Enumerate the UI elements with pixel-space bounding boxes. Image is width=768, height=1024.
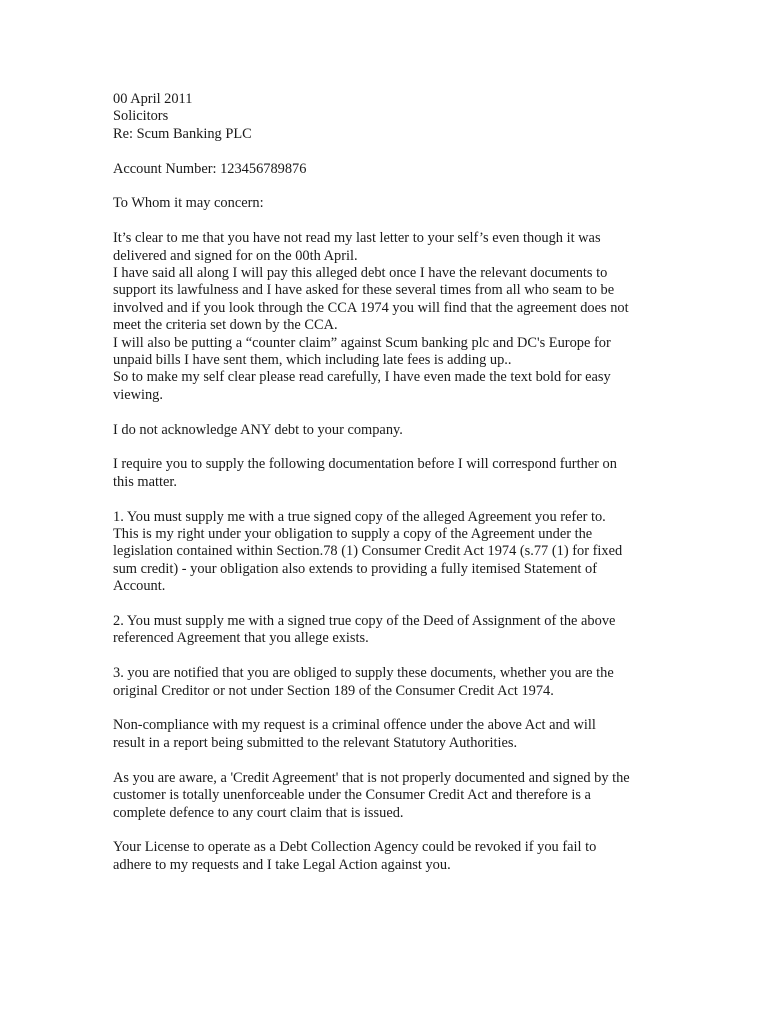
noncompliance-line: Non-compliance with my request is a criminal offence under the above Act and will bbox=[113, 717, 596, 734]
spacer bbox=[113, 752, 658, 769]
spacer bbox=[113, 648, 658, 665]
spacer bbox=[113, 822, 658, 839]
credit-agreement-paragraph bbox=[113, 770, 658, 822]
letter-subject: Re: Scum Banking PLC bbox=[113, 125, 252, 142]
intro-line: viewing. bbox=[113, 386, 163, 403]
require-line: this matter. bbox=[113, 473, 177, 490]
spacer bbox=[113, 491, 658, 508]
noncompliance-line: result in a report being submitted to the relevant Statutory Authorities. bbox=[113, 734, 518, 751]
credit-agreement-line: customer is totally unenforceable under the Consumer Credit Act and therefore is a bbox=[113, 787, 591, 804]
intro-line: delivered and signed for on the 00th April. bbox=[113, 247, 358, 264]
letter-date: 00 April 2011 bbox=[113, 91, 193, 107]
license-line: adhere to my requests and I take Legal Action against you. bbox=[113, 856, 451, 873]
point-2-paragraph bbox=[113, 613, 658, 648]
point-3-line: original Creditor or not under Section 189 of the Consumer Credit Act 1974. bbox=[113, 682, 554, 699]
point-1-line: This is my right under your obligation to supply a copy of the Agreement under the bbox=[113, 526, 593, 543]
letter-body bbox=[113, 91, 658, 874]
spacer bbox=[113, 439, 658, 456]
intro-line: involved and if you look through the CCA 1974 you will find that the agreement does not bbox=[113, 299, 629, 316]
require-line: I require you to supply the following documentation before I will correspond further on bbox=[113, 456, 617, 473]
spacer bbox=[113, 596, 658, 613]
license-line: Your License to operate as a Debt Collection Agency could be revoked if you fail to bbox=[113, 839, 597, 856]
intro-line: unpaid bills I have sent them, which including late fees is adding up.. bbox=[113, 352, 512, 369]
noncompliance-paragraph bbox=[113, 717, 658, 752]
no-debt-statement: I do not acknowledge ANY debt to your company. bbox=[113, 421, 403, 438]
spacer bbox=[113, 178, 658, 195]
point-2-line: 2. You must supply me with a signed true copy of the Deed of Assignment of the above bbox=[113, 613, 616, 630]
spacer bbox=[113, 213, 658, 230]
license-paragraph bbox=[113, 839, 658, 874]
salutation: To Whom it may concern: bbox=[113, 195, 264, 212]
intro-line: So to make my self clear please read carefully, I have even made the text bold for easy bbox=[113, 369, 611, 386]
intro-line: I will also be putting a “counter claim” against Scum banking plc and DC's Europe for bbox=[113, 334, 611, 351]
point-3-line: 3. you are notified that you are obliged to supply these documents, whether you are the bbox=[113, 665, 614, 682]
point-1-line: Account. bbox=[113, 578, 166, 595]
point-1-paragraph bbox=[113, 509, 658, 596]
intro-line: I have said all along I will pay this alleged debt once I have the relevant documents to bbox=[113, 265, 608, 282]
intro-line: support its lawfulness and I have asked for these several times from all who seam to be bbox=[113, 282, 615, 299]
intro-line: It’s clear to me that you have not read my last letter to your self’s even though it was bbox=[113, 230, 601, 247]
intro-paragraph bbox=[113, 230, 658, 404]
spacer bbox=[113, 404, 658, 421]
point-3-paragraph bbox=[113, 665, 658, 700]
letter-recipient: Solicitors bbox=[113, 108, 169, 125]
intro-line: meet the criteria set down by the CCA. bbox=[113, 317, 338, 334]
point-1-line: legislation contained within Section.78 (1) Consumer Credit Act 1974 (s.77 (1) for fixed bbox=[113, 543, 623, 560]
spacer bbox=[113, 143, 658, 160]
point-1-line: 1. You must supply me with a true signed copy of the alleged Agreement you refer to. bbox=[113, 508, 606, 525]
require-paragraph bbox=[113, 456, 658, 491]
account-number: Account Number: 123456789876 bbox=[113, 160, 307, 177]
credit-agreement-line: As you are aware, a 'Credit Agreement' that is not properly documented and signed by the bbox=[113, 769, 630, 786]
point-2-line: referenced Agreement that you allege exists. bbox=[113, 630, 369, 647]
point-1-line: sum credit) - your obligation also extends to providing a fully itemised Statement of bbox=[113, 560, 597, 577]
credit-agreement-line: complete defence to any court claim that is issued. bbox=[113, 804, 404, 821]
spacer bbox=[113, 700, 658, 717]
